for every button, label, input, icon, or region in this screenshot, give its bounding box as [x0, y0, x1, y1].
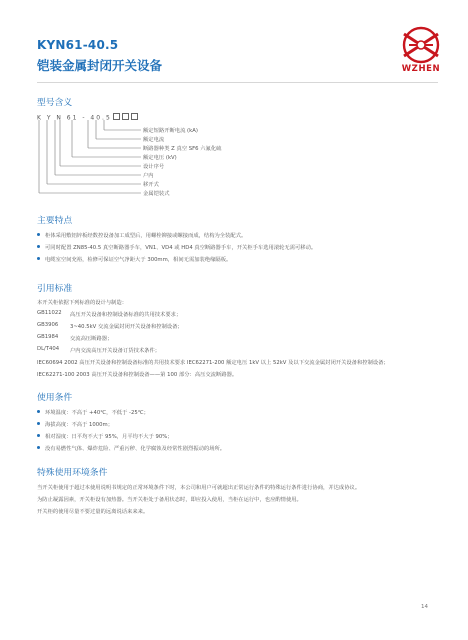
condition-item: 相对湿度：日平均不大于 95%，月平均不大于 90%；	[39, 432, 173, 440]
model-label: 额定电流	[143, 137, 165, 143]
model-label: 移开式	[143, 182, 159, 188]
section-title-features: 主要特点	[37, 216, 73, 226]
feature-item: 柜体采用敷铝锌板经数控设备加工成型后，用螺栓铆接或螺接而成，结构为全装配式。	[39, 231, 246, 239]
standard-code: DL/T404	[37, 346, 60, 352]
standard-iec-line: IEC60694 2002 高压开关设备和控制设备标准的共用技术要求 IEC62271-200 额定电压 1kV 以上 52kV 及以下交流金属封闭开关设备和控制设备；	[37, 360, 389, 366]
standard-desc: 户内交流高压开关设备订货技术条件；	[70, 348, 161, 354]
standard-code: GB1984	[37, 334, 59, 340]
model-label: 断路器种类 Z 真空 SF6 六氟化硫	[143, 146, 222, 152]
standard-desc: 交流高压断路器；	[70, 336, 113, 342]
model-label: 户内	[143, 173, 154, 179]
standard-code: GB3906	[37, 322, 59, 328]
special-paragraph: 开关柜的使用尽量不要过量的远离说话来来来。	[37, 509, 149, 515]
standard-code: GB11022	[37, 310, 62, 316]
logo-text: WZHEN	[401, 64, 441, 74]
model-label: 额定电压 (kV)	[143, 155, 177, 161]
page-number: 14	[421, 604, 428, 610]
model-label: 额定短路开断电流 (kA)	[143, 128, 198, 134]
special-paragraph: 当开关柜使用于超过本使用说明书规定的正常环境条件下时，本公司和用户可就超出正常运行条件的特殊运行条件进行协商，并达成协议。	[37, 485, 361, 491]
feature-item: 电缆室空间充裕，检修可保证空气净距大于 300mm，相间无需加装绝缘隔板。	[39, 255, 231, 263]
model-code-text: K Y N 61 - 40.5	[37, 114, 112, 122]
condition-item: 环境温度：不高于 +40℃，不低于 -25℃；	[39, 408, 149, 416]
standard-desc: 3~40.5kV 交流金属封闭开关设备和控制设备；	[70, 324, 183, 330]
section-title-conditions: 使用条件	[37, 393, 73, 403]
condition-item: 没有易燃性气体、爆炸危险、严重污秽、化学腐蚀及经常性剧烈振动的场所。	[39, 444, 225, 452]
section-title-standards: 引用标准	[37, 284, 73, 294]
section-title-special: 特殊使用环境条件	[37, 468, 108, 478]
feature-item: 可同时配置 ZN85-40.5 真空断路器手车，VN1、VD4 或 HD4 真空断路器手车，开关柜手车选用滚轮无需可移动。	[39, 243, 316, 251]
product-title: 铠装金属封闭开关设备	[37, 58, 163, 73]
section-title-model: 型号含义	[37, 98, 73, 108]
standard-desc: 高压开关设备和控制设备标准的共用技术要求；	[70, 312, 182, 318]
model-label: 金属铠装式	[143, 191, 170, 197]
model-title: KYN61-40.5	[37, 38, 119, 52]
special-paragraph: 为防止凝露因素，开关柜设有加热器。当开关柜处于备用状态时，即应投入使用，当柜在运行中，也应酌情使用。	[37, 497, 302, 503]
standards-intro: 本开关柜依据下列标准的设计与制造：	[37, 300, 128, 306]
model-label: 设计序号	[143, 164, 165, 170]
condition-item: 海拔高度：不高于 1000m；	[39, 420, 113, 428]
standard-iec-line: IEC62271-100 2003 高压开关设备和控制设备——第 100 部分：高压交流断路器。	[37, 372, 238, 378]
